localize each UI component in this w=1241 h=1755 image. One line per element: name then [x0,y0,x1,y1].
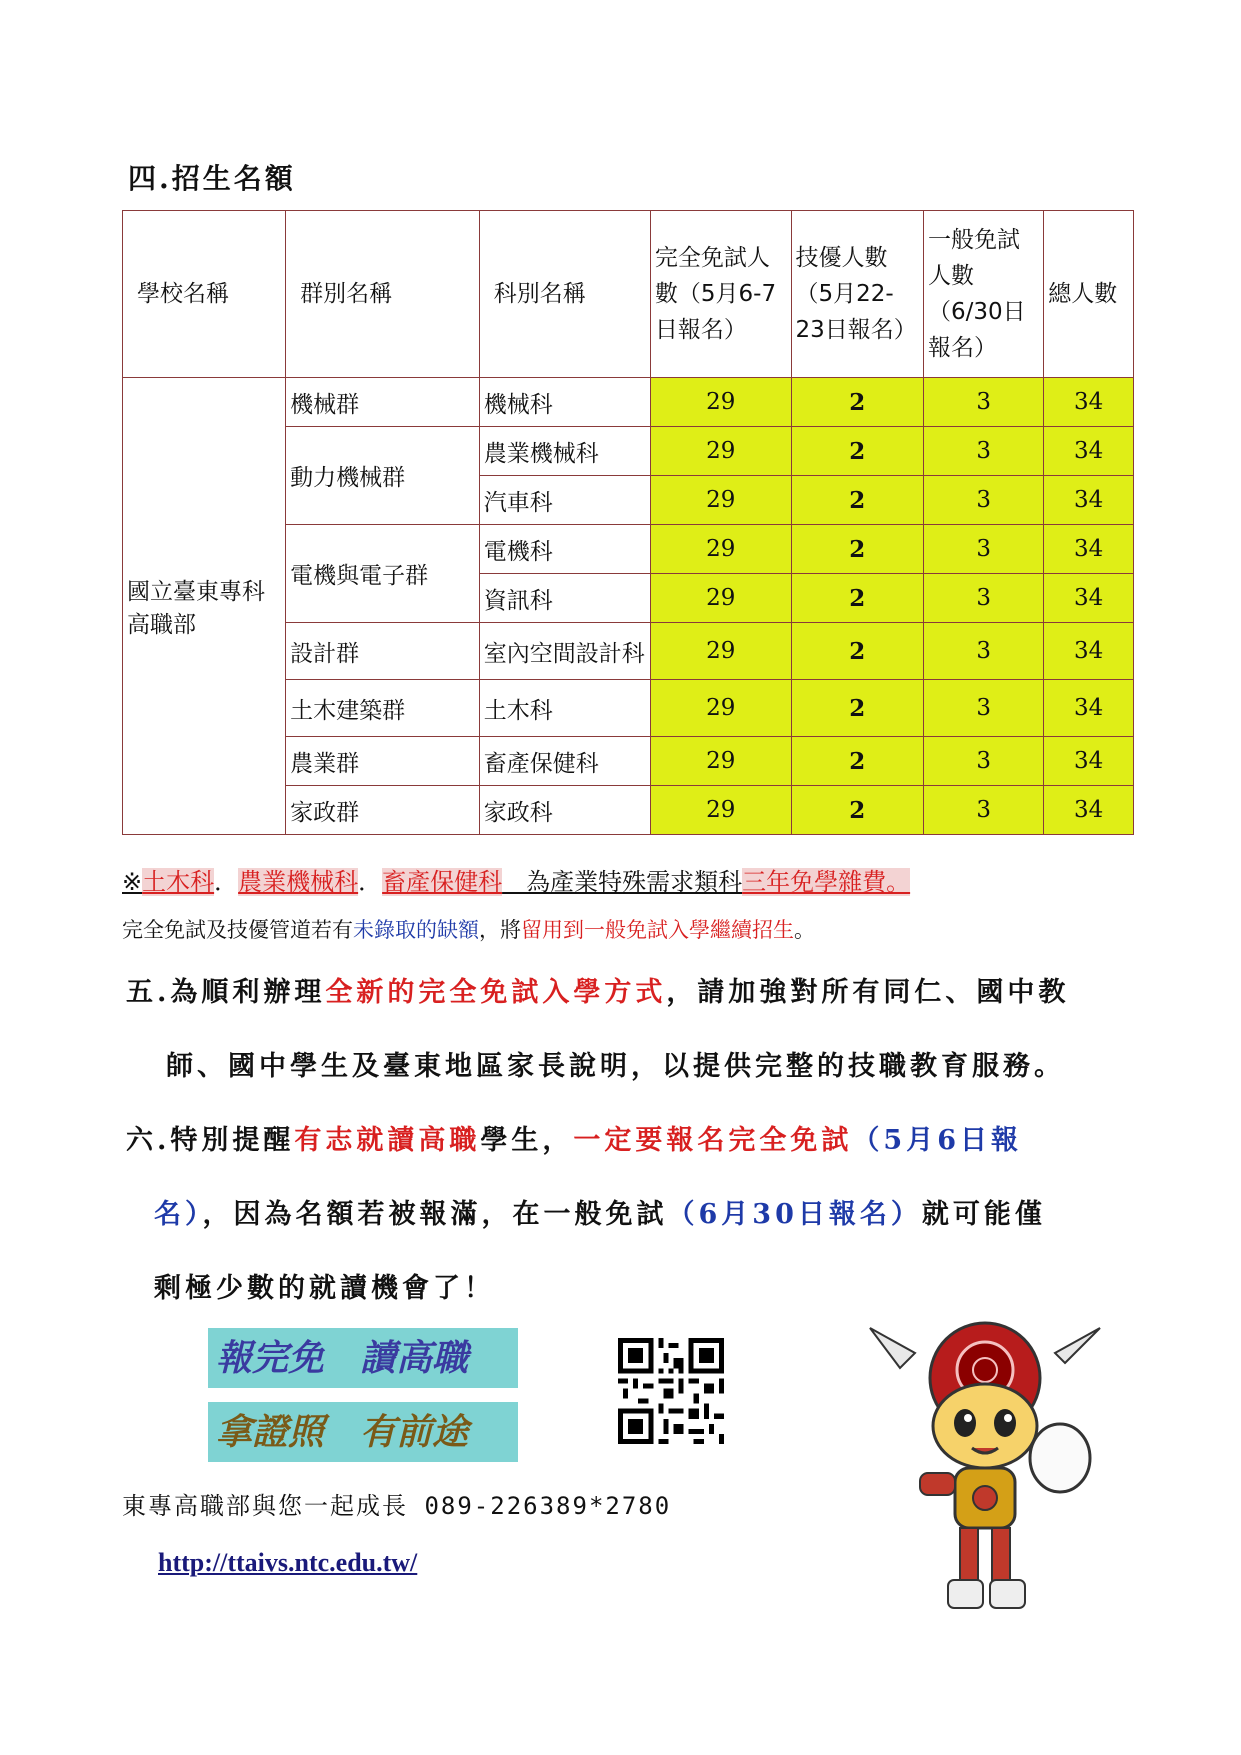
total-count: 34 [1044,786,1134,835]
full-count: 29 [650,378,791,427]
note-dept-civil: 土木科 [142,868,215,896]
contact-line: 東專高職部與您一起成長 089-226389*2780 [122,1492,672,1520]
header-skill: 技優人數（5月22-23日報名） [791,211,923,378]
group-name: 家政群 [286,786,480,835]
section6-line1 [126,1118,1022,1157]
section6-text-a: 六.特別提醒 [126,1125,295,1156]
group-name: 農業群 [286,737,480,786]
full-count: 29 [650,680,791,737]
dept-name: 電機科 [479,525,650,574]
note-sep: ． [214,868,239,896]
special-dept-note [122,862,910,897]
group-name: 土木建築群 [286,680,480,737]
dept-name: 資訊科 [479,574,650,623]
general-count: 3 [924,427,1044,476]
dept-name: 畜產保健科 [479,737,650,786]
note-sep: ． [358,868,383,896]
skill-count: 2 [791,623,923,680]
group-name: 機械群 [286,378,480,427]
vacancy-note-d: 留用到一般免試入學繼續招生 [521,918,794,942]
total-count: 34 [1044,427,1134,476]
note-mark: ※ [122,868,143,896]
skill-count: 2 [791,476,923,525]
section6-highlight-b: 有志就讀高職 [294,1125,481,1156]
section6-highlight-d: 一定要報名完全免試 [573,1125,853,1156]
skill-count: 2 [791,525,923,574]
skill-count: 2 [791,427,923,476]
total-count: 34 [1044,737,1134,786]
dept-name: 土木科 [479,680,650,737]
section6-date-b: 名） [154,1199,203,1230]
slogan-badge-2: 拿證照 有前途 [208,1402,518,1462]
general-count: 3 [924,623,1044,680]
section5-line1 [126,970,1069,1009]
general-count: 3 [924,378,1044,427]
section5-line2: 師、國中學生及臺東地區家長說明，以提供完整的技職教育服務。 [166,1051,1065,1082]
general-count: 3 [924,476,1044,525]
section6-date-c: （6月30日報名） [667,1199,922,1230]
vacancy-note [122,914,815,944]
header-total: 總人數 [1044,211,1134,378]
vacancy-note-b: 未錄取的缺額 [353,918,479,942]
general-count: 3 [924,574,1044,623]
section6-date-a: （5月6日報 [852,1125,1022,1156]
section6-line3: 剩極少數的就讀機會了！ [154,1273,495,1304]
full-count: 29 [650,476,791,525]
mascot-illustration-icon [860,1308,1110,1628]
header-school: 學校名稱 [123,211,286,378]
skill-count: 2 [791,574,923,623]
note-dept-livestock: 畜產保健科 [382,868,503,896]
quota-table [122,210,1134,835]
vacancy-note-a: 完全免試及技優管道若有 [122,918,353,942]
total-count: 34 [1044,623,1134,680]
skill-count: 2 [791,680,923,737]
header-dept: 科別名稱 [479,211,650,378]
section5-highlight: 全新的完全免試入學方式 [325,977,667,1008]
group-name: 動力機械群 [286,427,480,525]
general-count: 3 [924,737,1044,786]
vacancy-note-e: 。 [794,918,815,942]
dept-name: 農業機械科 [479,427,650,476]
general-count: 3 [924,786,1044,835]
note-free-tuition: 三年免學雜費。 [742,868,911,896]
dept-name: 家政科 [479,786,650,835]
total-count: 34 [1044,680,1134,737]
full-count: 29 [650,737,791,786]
total-count: 34 [1044,525,1134,574]
dept-name: 機械科 [479,378,650,427]
dept-name: 室內空間設計科 [479,623,650,680]
vacancy-note-c: ，將 [479,918,521,942]
section6-line2 [154,1192,1046,1231]
note-middle: 為產業特殊需求類科 [502,868,743,896]
school-website-link[interactable]: http://ttaivs.ntc.edu.tw/ [158,1548,418,1577]
full-count: 29 [650,525,791,574]
general-count: 3 [924,680,1044,737]
table-row [123,378,1134,427]
slogan-badge-1: 報完免 讀高職 [208,1328,518,1388]
group-name: 電機與電子群 [286,525,480,623]
skill-count: 2 [791,786,923,835]
dept-name: 汽車科 [479,476,650,525]
section-title-quota: 四.招生名額 [128,162,296,195]
full-count: 29 [650,427,791,476]
qr-code-icon[interactable] [618,1338,724,1444]
skill-count: 2 [791,378,923,427]
header-group: 群別名稱 [286,211,480,378]
total-count: 34 [1044,574,1134,623]
table-header-row [123,211,1134,378]
header-general: 一般免試人數（6/30日報名） [924,211,1044,378]
total-count: 34 [1044,378,1134,427]
note-dept-agri-machine: 農業機械科 [238,868,359,896]
section6-text-c: 學生， [480,1125,574,1156]
school-name: 國立臺東專科高職部 [123,378,286,835]
section6-text-g: ，因為名額若被報滿，在一般免試 [202,1199,668,1230]
section6-text-i: 就可能僅 [921,1199,1046,1230]
full-count: 29 [650,574,791,623]
total-count: 34 [1044,476,1134,525]
section5-text-c: ，請加強對所有同仁、國中教 [666,977,1070,1008]
general-count: 3 [924,525,1044,574]
group-name: 設計群 [286,623,480,680]
section5-text-a: 五.為順利辦理 [126,977,326,1008]
header-full-exempt: 完全免試人數（5月6-7日報名） [650,211,791,378]
skill-count: 2 [791,737,923,786]
full-count: 29 [650,623,791,680]
full-count: 29 [650,786,791,835]
